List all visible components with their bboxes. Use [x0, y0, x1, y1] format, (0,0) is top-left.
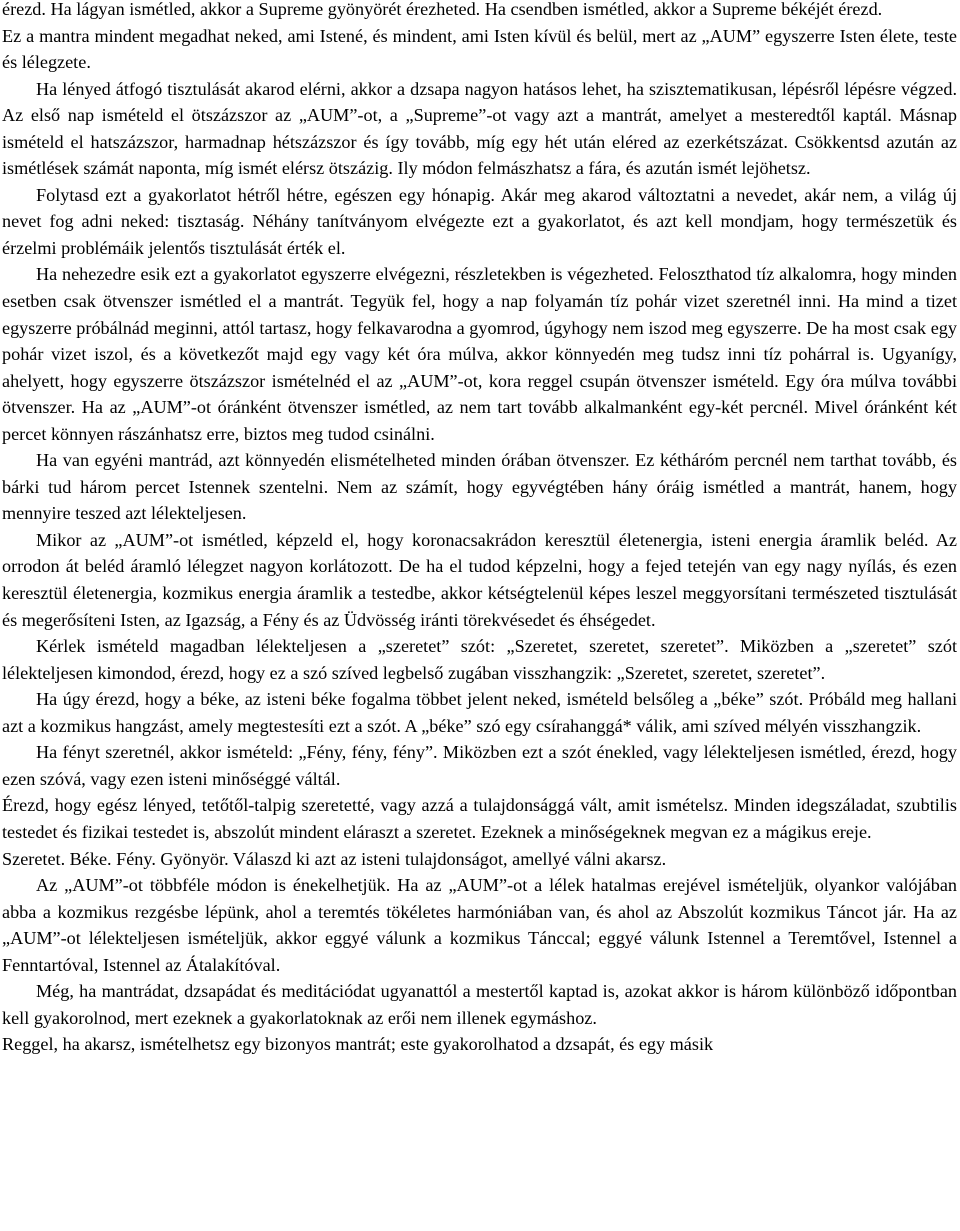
paragraph-11: Érezd, hogy egész lényed, tetőtől-talpig szeretetté, vagy azzá a tulajdonsággá vált, amit ismételsz. Minden idegszáladat, szubtilis testedet és fizikai testedet is, abszolút mindent eláraszt a szeretet. Ezeknek a minőségeknek megvan ez a mágikus ereje. — [2, 795, 957, 842]
paragraph-2: Ez a mantra mindent megadhat neked, ami Istené, és mindent, ami Isten kívül és belül, mert az „AUM” egyszerre Isten élete, teste és lélegzete. — [2, 25, 957, 73]
paragraph-5: Ha nehezedre esik ezt a gyakorlatot egyszerre elvégezni, részletekben is végezheted. Feloszthatod tíz alkalomra, hogy minden esetben csak ötvenszer ismétled el a mantrát. Tegyük fel, hogy a nap folyamán tíz pohár vizet szeretnél inni. Ha mind a tizet egyszerre próbálnád meginni, attól tartasz, hogy felkavarodna a gyomrod, úgyhogy nem iszod meg egyszerre. De ha most csak egy pohár vizet iszol, és a következőt majd egy vagy két óra múlva, akkor könnyedén meg tudsz inni tíz pohárral is. Ugyanígy, ahelyett, hogy egyszerre ötszázszor ismételnéd el az „AUM”-ot, kora reggel csupán ötvenszer ismételd. Egy óra múlva további ötvenszer. Ha az „AUM”-ot óránként ötvenszer ismétled, az nem tart tovább alkalmanként egy-két percnél. Mivel óránként két percet könnyen rászánhatsz erre, biztos meg tudod csinálni. — [2, 264, 957, 444]
paragraph-10: Ha fényt szeretnél, akkor ismételd: „Fény, fény, fény”. Miközben ezt a szót énekled, vagy lélekteljesen ismétled, érezd, hogy ezen szóvá, vagy ezen isteni minőséggé váltál. — [2, 742, 957, 789]
paragraph-8: Kérlek ismételd magadban lélekteljesen a „szeretet” szót: „Szeretet, szeretet, szeretet”. Miközben a „szeretet” szót lélekteljesen kimondod, érezd, hogy ez a szó szíved legbelső zugában visszhangzik: „Szeretet, szeretet, szeretet”. — [2, 636, 957, 683]
paragraph-1: érezd. Ha lágyan ismétled, akkor a Supreme gyönyörét érezheted. Ha csendben ismétled, akkor a Supreme békéjét érezd. — [2, 0, 883, 19]
paragraph-4: Folytasd ezt a gyakorlatot hétről hétre, egészen egy hónapig. Akár meg akarod változtatni a nevedet, akár nem, a világ új nevet fog adni neked: tisztaság. Néhány tanítványom elvégezte ezt a gyakorlatot, és azt kell mondjam, hogy természetük és érzelmi problémáik jelentős tisztulását érték el. — [2, 184, 957, 258]
paragraph-15: Reggel, ha akarsz, ismételhetsz egy bizonyos mantrát; este gyakorolhatod a dzsapát, és egy másik — [2, 1034, 714, 1055]
paragraph-6: Ha van egyéni mantrád, azt könnyedén elismételheted minden órában ötvenszer. Ez kétháróm percnél nem tarthat tovább, és bárki tud három percet Istennek szentelni. Nem az számít, hogy egyvégtében hány óráig ismétled a mantrát, hanem, hogy mennyire teszed azt lélekteljesen. — [2, 450, 957, 524]
paragraph-12: Szeretet. Béke. Fény. Gyönyör. Válaszd ki azt az isteni tulajdonságot, amellyé válni akarsz. — [2, 848, 667, 869]
paragraph-3: Ha lényed átfogó tisztulását akarod elérni, akkor a dzsapa nagyon hatásos lehet, ha szisztematikusan, lépésről lépésre végzed. Az első nap ismételd el ötszázszor az „AUM”-ot, a „Supreme”-ot vagy azt a mantrát, amelyet a mesteredtől kaptál. Másnap ismételd el hatszázszor, harmadnap hétszázszor és így tovább, míg egy hét után eléred az ezerkétszázat. Csökkentsd azután az ismétlések számát naponta, míg ismét elérsz ötszázig. Ily módon felmászhatsz a fára, és azután ismét lejöhetsz. — [2, 78, 957, 179]
paragraph-14: Még, ha mantrádat, dzsapádat és meditációdat ugyanattól a mestertől kaptad is, azokat akkor is három különböző időpontban kell gyakorolnod, mert ezeknek a gyakorlatoknak az erői nem illenek egymáshoz. — [2, 981, 957, 1028]
paragraph-9: Ha úgy érezd, hogy a béke, az isteni béke fogalma többet jelent neked, ismételd belsőleg a „béke” szót. Próbáld meg hallani azt a kozmikus hangzást, amely megtestesíti ezt a szót. A „béke” szó egy csírahanggá* válik, ami szíved mélyén visszhangzik. — [2, 689, 957, 736]
paragraph-7: Mikor az „AUM”-ot ismétled, képzeld el, hogy koronacsakrádon keresztül életenergia, isteni energia áramlik beléd. Az orrodon át beléd áramló lélegzet nagyon korlátozott. De ha el tudod képzelni, hogy a fejed tetején van egy nagy nyílás, és ezen keresztül életenergia, kozmikus energia áramlik a testedbe, akkor kétségtelenül képes leszel meggyorsítani természeted tisztulását és megerősíteni Isten, az Igazság, a Fény és az Üdvösség iránti törekvésedet és éhségedet. — [2, 529, 957, 630]
paragraph-13: Az „AUM”-ot többféle módon is énekelhetjük. Ha az „AUM”-ot a lélek hatalmas erejével ismételjük, olyankor valójában abba a kozmikus rezgésbe lépünk, ahol a teremtés tökéletes harmóniában van, és ahol az Abszolút kozmikus Táncot jár. Ha az „AUM”-ot lélekteljesen ismételjük, akkor eggyé válunk a kozmikus Tánccal; eggyé válunk Istennel a Teremtővel, Istennel a Fenntartóval, Istennel az Átalakítóval. — [2, 875, 957, 975]
